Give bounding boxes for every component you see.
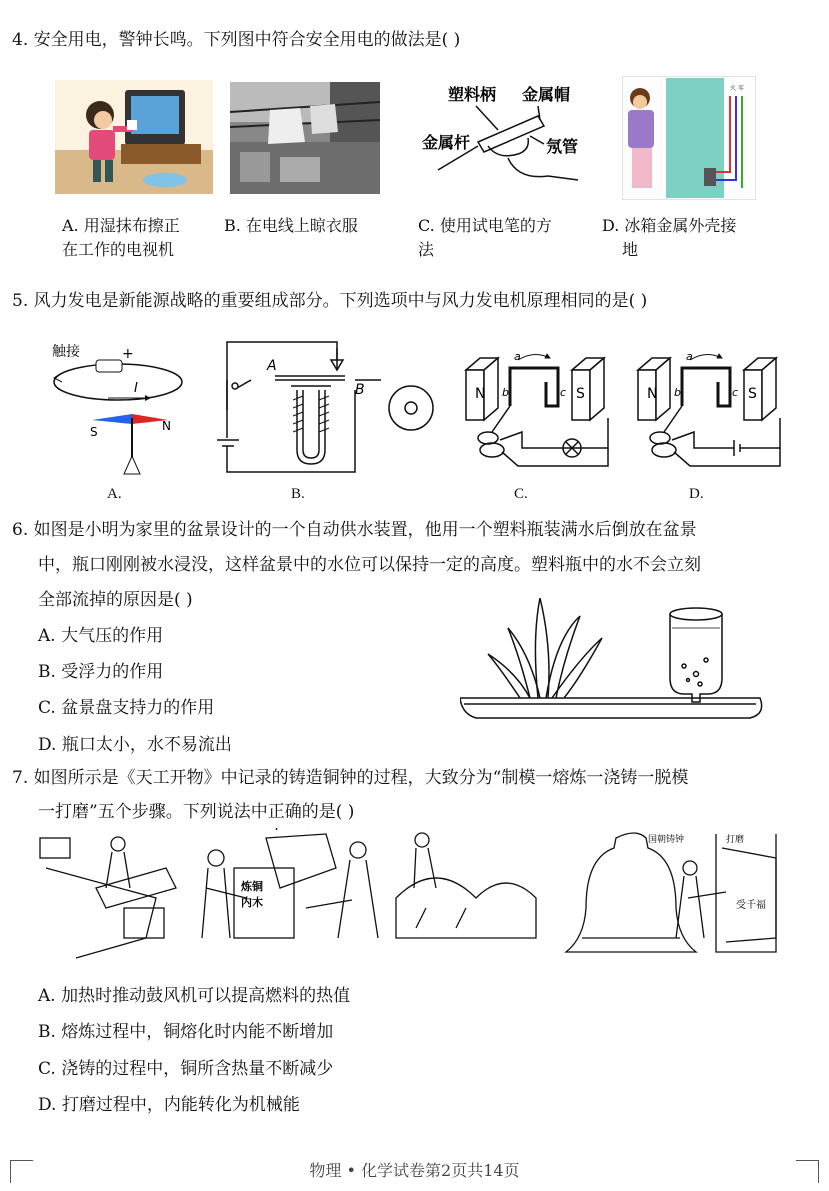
q4-caption-a-line2: 在工作的电视机: [62, 240, 175, 259]
neon-tube-label: 氖管: [546, 137, 579, 156]
q7-stem-line2: 一打磨”五个步骤。下列说法中正确的是( ): [38, 802, 355, 822]
q5-label-a: A.: [107, 486, 122, 502]
q5-label-d: D.: [689, 486, 704, 502]
q5-stem: 5. 风力发电是新能源战略的重要组成部分。下列选项中与风力发电机原理相同的是( ): [12, 291, 648, 311]
tv-wiping-illustration: [55, 80, 213, 194]
q7-option-a: A. 加热时推动鼓风机可以提高燃料的热值: [38, 986, 351, 1006]
q6-option-c: C. 盆景盘支持力的作用: [38, 698, 215, 718]
south-pole-label: S: [90, 425, 98, 439]
plastic-handle-label: 塑料柄: [448, 85, 497, 104]
coil-a-label-d: a: [686, 350, 693, 363]
corner-mark-left: [10, 1160, 33, 1183]
metal-rod-label: 金属杆: [422, 133, 471, 152]
magnet-s-label-d: S: [748, 386, 757, 402]
banner-left: 国朝铸钟: [648, 835, 685, 845]
q4-caption-c-line2: 法: [418, 240, 435, 259]
battery-plus-label: +: [122, 346, 134, 362]
motor-battery-diagram: [634, 346, 784, 476]
coil-c-label: c: [560, 386, 567, 399]
contact-a-label: A: [267, 358, 277, 374]
oersted-experiment-diagram: [50, 338, 190, 478]
q6-stem-line1: 6. 如图是小明为家里的盆景设计的一个自动供水装置，他用一个塑料瓶装满水后倒放在盆景: [12, 520, 697, 540]
banner-right: 打磨: [726, 835, 745, 845]
coil-b-label: b: [502, 386, 509, 399]
furnace-label: 炼铜: [241, 880, 263, 893]
q6-option-b: B. 受浮力的作用: [38, 662, 164, 682]
q4-caption-a-line1: A. 用湿抹布擦正: [62, 216, 180, 235]
coil-c-label-d: c: [732, 386, 739, 399]
test-pen-diagram: [418, 80, 588, 192]
coil-a-label: a: [514, 350, 521, 363]
q6-stem-line2: 中，瓶口刚刚被水浸没，这样盆景中的水位可以保持一定的高度。塑料瓶中的水不会立刻: [38, 555, 701, 575]
furnace-label-2: 内木: [241, 896, 263, 909]
q7-stem-line1: 7. 如图所示是《天工开物》中记录的铸造铜钟的过程，大致分为“制模一熔炼一浇铸一脱模: [12, 768, 689, 788]
q4-caption-c-line1: C. 使用试电笔的方: [418, 216, 552, 235]
generator-lamp-diagram: [462, 346, 612, 476]
north-pole-label: N: [162, 419, 171, 433]
q5-label-b: B.: [291, 486, 305, 502]
q7-option-d: D. 打磨过程中，内能转化为机械能: [38, 1095, 300, 1115]
q4-caption-d-line2: 地: [622, 240, 639, 259]
q5-label-c: C.: [514, 486, 528, 502]
q4-caption-d-line1: D. 冰箱金属外壳接: [602, 216, 737, 235]
magnet-n-label: N: [475, 386, 486, 402]
bonsai-water-supply-diagram: [460, 598, 770, 738]
q4-stem: 4. 安全用电，警钟长鸣。下列图中符合安全用电的做法是( ): [12, 30, 461, 50]
corner-mark-right: [796, 1160, 819, 1183]
electromagnet-relay-diagram: [205, 340, 445, 476]
bell-casting-illustrations: [36, 828, 786, 960]
bell-inscription: 受千福: [736, 900, 766, 911]
svg-text:火 零: 火 零: [730, 85, 744, 92]
metal-cap-label: 金属帽: [522, 85, 571, 104]
q6-option-d: D. 瓶口太小，水不易流出: [38, 735, 232, 755]
coil-b-label-d: b: [674, 386, 681, 399]
q7-option-c: C. 浇铸的过程中，铜所含热量不断减少: [38, 1059, 334, 1079]
fridge-ground-illustration: [622, 76, 756, 200]
touch-label: 触接: [52, 344, 80, 360]
q6-option-a: A. 大气压的作用: [38, 626, 164, 646]
contact-b-label: B: [355, 382, 365, 398]
q6-stem-line3: 全部流掉的原因是( ): [38, 590, 193, 610]
magnet-s-label: S: [576, 386, 585, 402]
magnet-n-label-d: N: [647, 386, 658, 402]
clothes-on-wire-photo: [230, 82, 380, 194]
page-footer: 物理 • 化学试卷第2页共14页: [309, 1161, 520, 1180]
q4-caption-b: B. 在电线上晾衣服: [224, 216, 358, 235]
q7-option-b: B. 熔炼过程中，铜熔化时内能不断增加: [38, 1022, 334, 1042]
current-label: I: [134, 381, 138, 396]
